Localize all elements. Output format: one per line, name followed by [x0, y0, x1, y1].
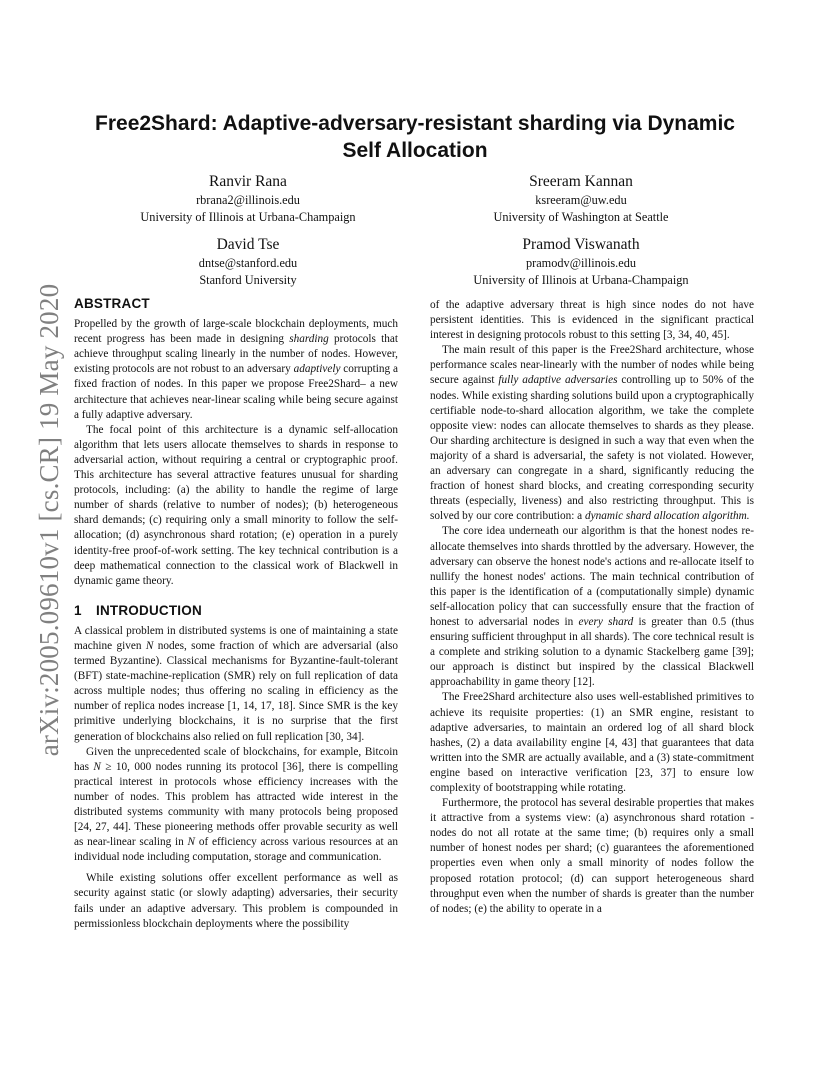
author-email: ksreeram@uw.edu [535, 193, 627, 207]
intro-paragraph-3: While existing solutions offer excellent performance as well as security against static (or slowly adapting) adversaries, their security fails under an adaptive adversary. This problem is compounded in permissionless blockchain deployments where the possibility [74, 872, 398, 930]
arxiv-stamp-text: arXiv:2005.09610v1 [cs.CR] 19 May 2020 [34, 283, 64, 757]
abstract-heading: ABSTRACT [74, 296, 150, 311]
author-block-4 [421, 235, 741, 288]
left-column [74, 296, 398, 932]
title-line-2: Self Allocation [342, 139, 488, 162]
author-name: Ranvir Rana [209, 173, 287, 190]
author-email: pramodv@illinois.edu [525, 256, 637, 270]
author-name: Pramod Viswanath [522, 236, 640, 253]
abstract-paragraph-1: Propelled by the growth of large-scale blockchain deployments, much recent progress has been made in designing sharding protocols that achieve throughput scaling linearly in the number of nodes. However, existing protocols are not robust to an adversary adaptively corrupting a fixed fraction of nodes. In this paper we propose Free2Shard– a new architecture that achieves near-linear scaling while being secure against a fully adaptive adversary. [74, 318, 398, 421]
abstract-paragraph-2: The focal point of this architecture is a dynamic self-allocation algorithm that lets users allocate themselves to shards in response to adversarial action, without requiring a central or cryptographic proof. This architecture has several attractive features unusual for sharding protocols, including: (a) the ability to handle the regime of large number of shards (relative to number of nodes); (b) heterogeneous shard demands; (c) requiring only a small minority to follow the self-allocation; (d) asynchronous shard rotation; (e) operation in a purely identity-free proof-of-work setting. The key technical contribution is a deep mathematical connection to the classical work of Blackwell in dynamic game theory. [74, 423, 398, 587]
author-affiliation: University of Illinois at Urbana-Champaign [140, 209, 356, 224]
paper-title [60, 110, 770, 164]
right-column [430, 298, 754, 917]
right-paragraph-4: The Free2Shard architecture also uses well-established primitives to achieve its requisite properties: (1) an SMR engine, resistant to adaptive adversaries, to maintain an ordered log of all shard block hashes, (2) a data availability engine [4, 43] that guarantees that data written into the SMR are actually available, and a (3) state-commitment engine based on interactive verification [23, 37] to ensure low complexity of bootstrapping while rotating. [430, 691, 754, 794]
author-affiliation: University of Washington at Seattle [493, 209, 669, 224]
title-line-1: Free2Shard: Adaptive-adversary-resistant sharding via Dynamic [95, 112, 735, 135]
author-name: David Tse [216, 236, 280, 253]
section-heading-introduction [74, 603, 398, 618]
author-affiliation: University of Illinois at Urbana-Champaign [473, 272, 689, 287]
section-number: 1 [74, 602, 82, 618]
intro-paragraph-1: A classical problem in distributed systems is one of maintaining a state machine given N nodes, some fraction of which are adversarial (also termed Byzantine). Classical mechanisms for Byzantine-fault-tolerant (BFT) state-machine-replication (SMR) rely on full replication of data across multiple nodes; thus offering no scaling in efficiency as the number of replica nodes increase [1, 14, 17, 18]. Since SMR is the key primitive underlying blockchains, it is no surprise that the first generation of blockchains also relied on full replication [30, 34]. [74, 624, 398, 743]
author-affiliation: Stanford University [199, 272, 297, 287]
author-name: Sreeram Kannan [529, 173, 633, 190]
right-paragraph-1: of the adaptive adversary threat is high since nodes do not have persistent identities. This is evidenced in the significant practical interest in designing protocols robust to this setting [3, 34, 40, 45]. [430, 299, 754, 342]
right-paragraph-2: The main result of this paper is the Free2Shard architecture, whose performance scales near-linearly with the number of nodes while being secure against fully adaptive adversaries controlling up to 50% of the nodes. While existing sharding solutions build upon a cryptographically certifiable node-to-shard allocation algorithm, we take the complete opposite view: nodes can allocate themselves to shards as they please. Our sharding architecture is designed in such a way that even when the majority of a shard is adversarial, the safety is not violated. However, an adversary can congregate in a shard, significantly reducing the fraction of honest shard blocks, and creating corresponding security threats (especially, liveness) and also restricting throughput. This is solved by our core contribution: a dynamic shard allocation algorithm. [430, 344, 754, 523]
right-paragraph-5: Furthermore, the protocol has several desirable properties that makes it attractive from a systems view: (a) asynchronous shard rotation - nodes do not all rotate at the same time; (b) requires only a small number of honest nodes per shard; (c) guarantees the aforementioned properties even when only a small minority of nodes follow the proposed rotation protocol; (d) can support heterogeneous shard throughput even when the number of shards is greater than the number of nodes; (e) the ability to operate in a [430, 797, 754, 915]
section-title: INTRODUCTION [96, 602, 202, 618]
author-block-1 [88, 172, 408, 225]
author-email: rbrana2@illinois.edu [196, 193, 300, 207]
author-block-3 [88, 235, 408, 288]
right-paragraph-3: The core idea underneath our algorithm is that the honest nodes re-allocate themselves into shards throttled by the adversary. However, the adversary can observe the honest node's actions and re-allocate itself to nullify the honest nodes' actions. The main technical contribution of this paper is the identification of a (computationally simple) dynamic self-allocation policy that can successfully ensure that the fraction of honest to adversarial nodes in every shard is greater than 0.5 (thus ensuring sufficient throughput in all shards). The core technical result is a complete and striking solution to a dynamic Stackelberg game [39]; our approach is distinct but inspired by the classical Blackwell approachability in game theory [12]. [430, 525, 754, 689]
author-block-2 [421, 172, 741, 225]
arxiv-stamp [14, 280, 64, 760]
intro-paragraph-2: Given the unprecedented scale of blockchains, for example, Bitcoin has N ≥ 10, 000 nodes running its protocol [36], there is compelling practical interest in protocols whose efficiency increases with the number of nodes. This problem has attracted wide interest in the distributed systems community with many protocols being proposed [24, 27, 44]. These pioneering methods offer provable security as well as near-linear scaling in N of efficiency across various resources at an individual node including computation, storage and communication. [74, 745, 398, 864]
author-email: dntse@stanford.edu [198, 256, 298, 270]
